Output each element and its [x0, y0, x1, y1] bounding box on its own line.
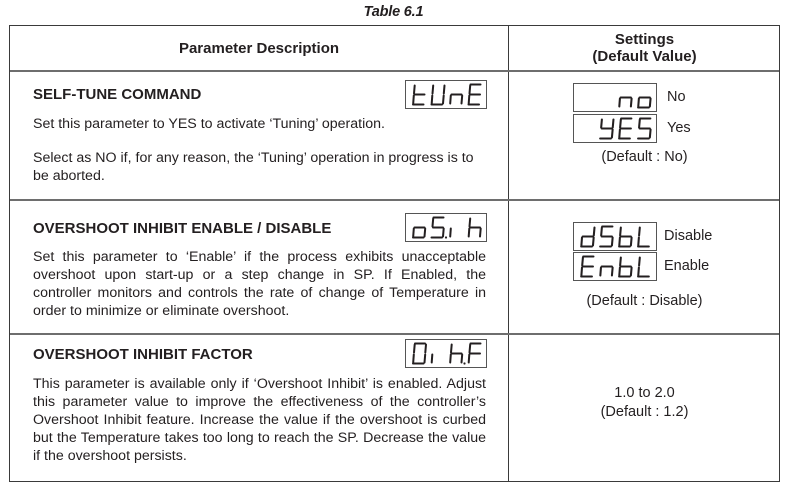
header-settings	[509, 31, 780, 65]
header-parameter-description: Parameter Description	[178, 40, 340, 57]
seven-segment-display-icon	[405, 213, 487, 242]
setting-range: 1.0 to 2.0	[614, 385, 675, 401]
header-divider	[10, 70, 779, 72]
parameter-table	[9, 25, 780, 482]
row-divider	[10, 199, 779, 201]
default-value: (Default : 1.2)	[600, 404, 689, 420]
seven-segment-display-icon	[405, 339, 487, 368]
option-label-disable: Disable	[664, 228, 713, 244]
param-title: OVERSHOOT INHIBIT FACTOR	[33, 346, 253, 363]
description-line: This parameter is available only if ‘Overshoot Inhibit’ is enabled. Adjust this parameter value to improve the effectiveness of the controller’s Overshoot Inhibit feature. Increase the value if the overshoot is curbed but the Temperature takes too long to reach the SP. Decrease the value if the overshoot persists.	[33, 376, 486, 464]
param-description	[33, 115, 486, 185]
description-line: Select as NO if, for any reason, the ‘Tuning’ operation in progress is to be aborted.	[33, 150, 474, 184]
seven-segment-display-icon	[573, 83, 657, 112]
seven-segment-display-icon	[573, 222, 657, 251]
header-settings-line2: (Default Value)	[592, 48, 697, 65]
header-settings-line1: Settings	[614, 31, 675, 48]
table-caption: Table 6.1	[363, 4, 424, 20]
default-value: (Default : Disable)	[586, 293, 703, 309]
param-title: SELF-TUNE COMMAND	[33, 86, 202, 103]
seven-segment-display-icon	[573, 114, 657, 143]
seven-segment-display-icon	[405, 80, 487, 109]
option-label-enable: Enable	[664, 258, 710, 274]
param-description	[33, 375, 486, 465]
description-line: Set this parameter to ‘Enable’ if the process exhibits unacceptable overshoot upon start-up or a step change in SP. If Enabled, the controller monitors and controls the rate of change of Temperature in order to minimize or eliminate overshoot.	[33, 249, 486, 319]
param-title: OVERSHOOT INHIBIT ENABLE / DISABLE	[33, 220, 332, 237]
description-line: Set this parameter to YES to activate ‘Tuning’ operation.	[33, 116, 385, 132]
default-value: (Default : No)	[601, 149, 688, 165]
option-label-no: No	[667, 89, 686, 105]
param-description	[33, 248, 486, 320]
seven-segment-display-icon	[573, 252, 657, 281]
option-label-yes: Yes	[667, 120, 691, 136]
row-divider	[10, 333, 779, 335]
